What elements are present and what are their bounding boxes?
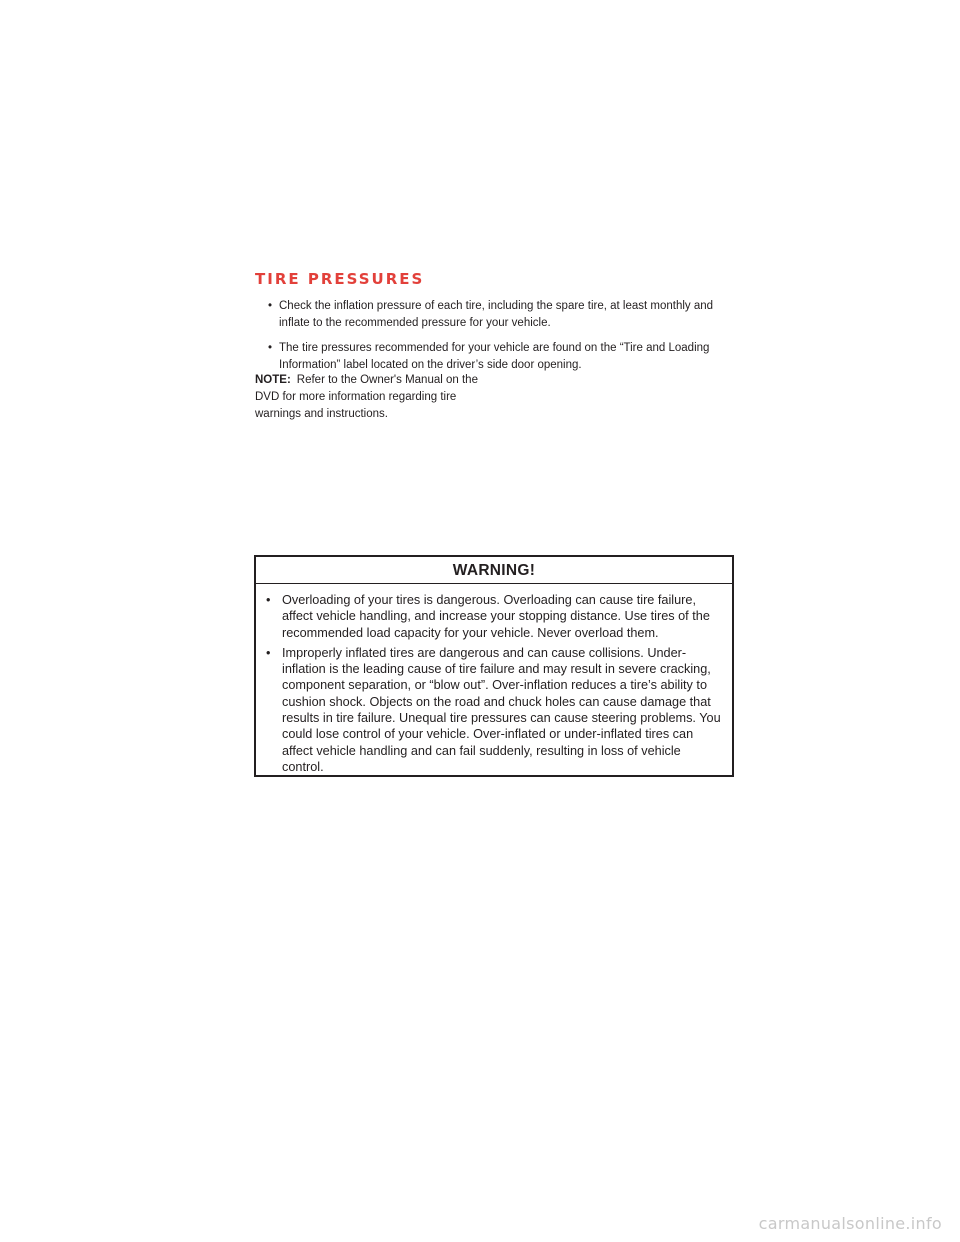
bullet-text: Check the inflation pressure of each tire, including the spare tire, at least monthly and inflate to the recommended pressure for your vehicle.	[279, 300, 714, 329]
warning-box	[254, 555, 734, 777]
bullet-text: The tire pressures recommended for your vehicle are found on the “Tire and Loading Information” label located on the driver’s side door opening.	[279, 342, 710, 371]
bullet-glyph: •	[266, 593, 271, 607]
note-label: NOTE:	[255, 374, 291, 386]
bullet-glyph: •	[266, 645, 271, 660]
tire-pressure-bullets	[268, 298, 738, 382]
warning-list	[256, 584, 732, 775]
warning-text: Overloading of your tires is dangerous. Overloading can cause tire failure, affect vehicle handling, and increase your stopping distance. Use tires of the recommended load capacity for your vehicle. Never overload them.	[282, 593, 710, 640]
section-title: TIRE PRESSURES	[255, 270, 425, 288]
note-text: Refer to the Owner's Manual on the DVD for more information regarding tire warnings and instructions.	[255, 374, 478, 420]
note-paragraph	[255, 372, 505, 423]
warning-item	[266, 592, 722, 641]
warning-title: WARNING!	[256, 557, 732, 584]
watermark: carmanualsonline.info	[758, 1214, 942, 1233]
warning-item	[266, 645, 722, 775]
bullet-item	[268, 298, 738, 331]
bullet-glyph: •	[268, 300, 273, 312]
bullet-item	[268, 340, 738, 373]
warning-text: Improperly inflated tires are dangerous and can cause collisions. Under-inflation is the leading cause of tire failure and may result in severe cracking, component separation, or “blow out”. Over-inflation reduces a tire’s ability to cushion shock. Objects on the road and chuck holes can cause damage that results in tire failure. Unequal tire pressures can cause steering problems. You could lose control of your vehicle. Over-inflated or under-inflated tires can affect vehicle handling and can fail suddenly, resulting in loss of vehicle control.	[282, 645, 721, 774]
bullet-glyph: •	[268, 342, 273, 354]
